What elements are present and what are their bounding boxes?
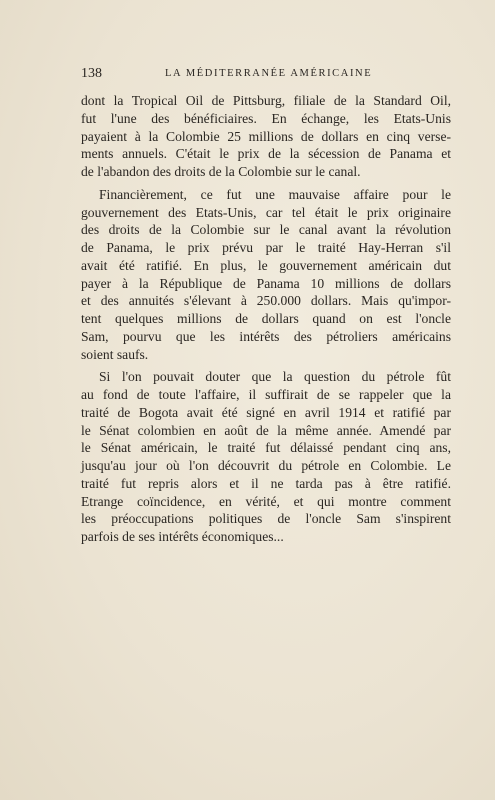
- text-line: des droits de la Colombie sur le canal avant la révolution: [81, 222, 451, 238]
- text-line: Sam, pourvu que les intérêts des pétroliers américains: [81, 328, 451, 344]
- text-line: le Sénat américain, le traité fut délaissé pendant cinq ans,: [81, 440, 451, 456]
- text-line: dont la Tropical Oil de Pittsburg, filiale de la Standard Oil,: [81, 93, 451, 108]
- text-line: payer à la République de Panama 10 millions de dollars: [81, 275, 451, 291]
- page-header: [81, 66, 449, 86]
- page-number: 138: [81, 66, 102, 81]
- text-line: de l'abandon des droits de la Colombie sur le canal.: [81, 164, 361, 179]
- text-line: traité de Bogota avait été signé en avril 1914 et ratifié par: [81, 404, 451, 420]
- text-line: et des annuités s'élevant à 250.000 dollars. Mais qu'impor-: [81, 293, 451, 309]
- text-line: tent quelques millions de dollars quand on est l'oncle: [81, 311, 451, 326]
- text-line: fut l'une des bénéficiaires. En échange, les Etats-Unis: [81, 110, 451, 126]
- text-line: parfois de ses intérêts économiques...: [81, 529, 284, 544]
- text-line: le Sénat colombien en août de la même année. Amendé par: [81, 422, 451, 438]
- paragraph: [81, 92, 451, 181]
- text-line: jusqu'au jour où l'on découvrit du pétrole en Colombie. Le: [81, 458, 451, 473]
- paragraph: [81, 368, 451, 546]
- text-line: Si l'on pouvait douter que la question du pétrole fût: [99, 369, 451, 385]
- running-title: LA MÉDITERRANÉE AMÉRICAINE: [165, 68, 373, 79]
- text-line: de Panama, le prix prévu par le traité Hay-Herran s'il: [81, 240, 451, 255]
- text-line: Financièrement, ce fut une mauvaise affaire pour le: [99, 186, 451, 202]
- text-line: avait été ratifié. En plus, le gouvernement américain dut: [81, 257, 451, 273]
- text-line: les préoccupations politiques de l'oncle Sam s'inspirent: [81, 511, 451, 527]
- text-line: payaient à la Colombie 25 millions de dollars en cinq verse-: [81, 128, 451, 144]
- body-text: [81, 92, 451, 546]
- paragraph: [81, 186, 451, 364]
- text-line: soient saufs.: [81, 346, 149, 362]
- text-line: au fond de toute l'affaire, il suffirait de se rappeler que la: [81, 387, 451, 402]
- text-line: Etrange coïncidence, en vérité, et qui montre comment: [81, 493, 451, 509]
- text-line: gouvernement des Etats-Unis, car tel était le prix originaire: [81, 204, 451, 220]
- text-line: ments annuels. C'était le prix de la sécession de Panama et: [81, 146, 451, 162]
- text-line: traité fut repris alors et il ne tarda pas à être ratifié.: [81, 475, 451, 491]
